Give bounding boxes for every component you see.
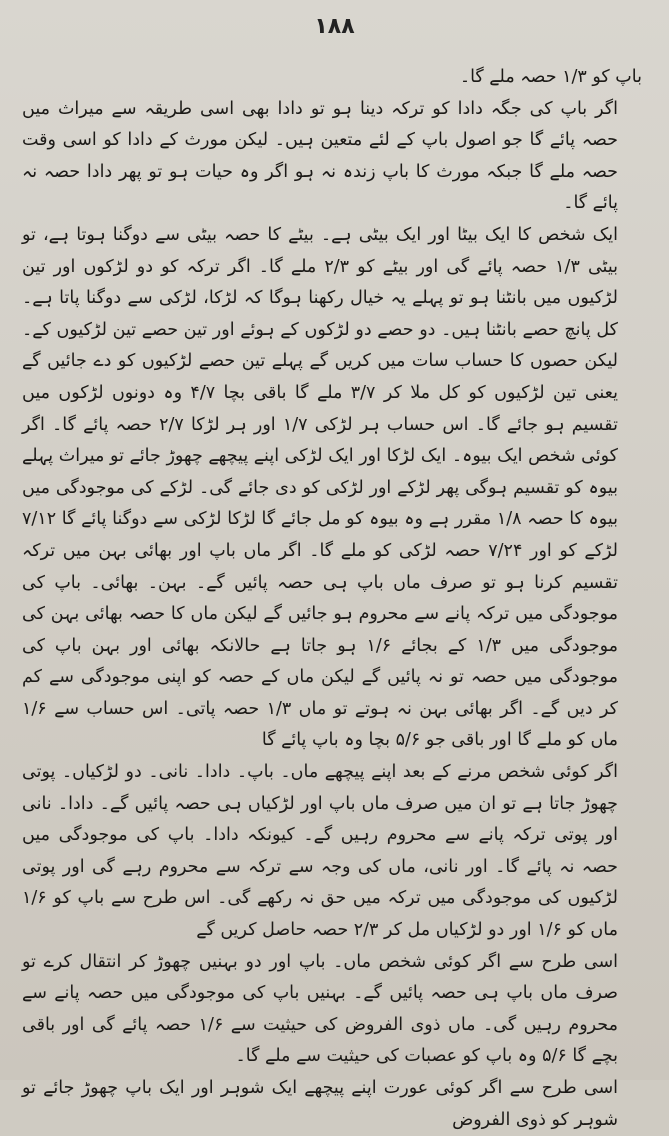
paragraph: اگر باپ کی جگہ دادا کو ترکہ دینا ہو تو دادا بھی اسی طریقہ سے میراث میں حصہ پائے گا جو اصول باپ کے لئے متعین ہیں۔ لیکن مورث کے دادا کو اسی وقت حصہ ملے گا جبکہ مورث کا باپ زندہ نہ ہو اگر وہ حیات ہو تو پھر دادا حصہ نہ پائے گا۔ [22,98,618,214]
paragraph: اسی طرح سے اگر کوئی عورت اپنے پیچھے ایک شوہر اور ایک باپ چھوڑ جائے تو شوہر کو ذوی الفروض [22,1078,618,1130]
body-text [22,62,642,1136]
paragraph: باپ کو ۱/۳ حصہ ملے گا۔ [459,67,642,87]
paragraph: اسی طرح سے اگر کوئی شخص ماں۔ باپ اور دو بہنیں چھوڑ کر انتقال کرے تو صرف ماں باپ ہی حصہ پائیں گے۔ بہنیں باپ کی موجودگی میں حصہ پانے سے محروم رہیں گی۔ ماں ذوی الفروض کی حیثیت سے ۱/۶ حصہ پائے گی اور باقی بچے گا ۵/۶ وہ باپ کو عصبات کی حیثیت سے ملے گا۔ [22,951,618,1067]
paragraph: اگر کوئی شخص مرنے کے بعد اپنے پیچھے ماں۔ باپ۔ دادا۔ نانی۔ دو لڑکیاں۔ پوتی چھوڑ جاتا ہے تو ان میں صرف ماں باپ اور لڑکیاں ہی حصہ پائیں گے۔ دادا۔ نانی اور پوتی ترکہ پانے سے محروم رہیں گے۔ کیونکہ دادا۔ باپ کی موجودگی میں حصہ نہ پائے گا۔ اور نانی، ماں کی وجہ سے ترکہ سے محروم رہے گی اور پوتی لڑکیوں کی موجودگی میں ترکہ میں حق نہ رکھے گی۔ اس طرح سے باپ کو ۱/۶ ماں کو ۱/۶ اور دو لڑکیاں مل کر ۲/۳ حصہ حاصل کریں گے [22,762,618,941]
page-number: ۱۸۸ [314,14,355,39]
paragraph: ایک شخص کا ایک بیٹا اور ایک بیٹی ہے۔ بیٹے کا حصہ بیٹی سے دوگنا ہوتا ہے، تو بیٹی ۱/۳ حصہ پائے گی اور بیٹے کو ۲/۳ ملے گا۔ اگر ترکہ کو دو لڑکوں اور تین لڑکیوں میں بانٹنا ہو تو پہلے یہ خیال رکھنا ہوگا کہ لڑکا، لڑکی سے دوگنا پاتا ہے۔ کل پانچ حصے بانٹنا ہیں۔ دو حصے دو لڑکوں کے ہوئے اور تین حصے تین لڑکیوں کے۔ لیکن حصوں کا حساب سات میں کریں گے پہلے تین حصے لڑکیوں کو دے جائیں گے یعنی تین لڑکیوں کو کل ملا کر ۳/۷ ملے گا باقی بچا ۴/۷ وہ دونوں لڑکوں میں تقسیم ہو جائے گا۔ اس حساب ہر لڑکی ۱/۷ اور ہر لڑکا ۲/۷ حصہ پائے گا۔ اگر کوئی شخص ایک بیوہ۔ ایک لڑکا اور ایک لڑکی اپنے پیچھے چھوڑ جائے تو میراث پہلے بیوہ کو تقسیم ہوگی پھر لڑکے اور لڑکی کو دی جائے گی۔ لڑکے کی موجودگی میں بیوہ کا حصہ ۱/۸ مقرر ہے وہ بیوہ کو مل جائے گا لڑکا لڑکی سے دوگنا پائے گا ۷/۱۲ لڑکے کو اور ۷/۲۴ حصہ لڑکی کو ملے گا۔ اگر ماں باپ اور بھائی بہن میں ترکہ تقسیم کرنا ہو تو صرف ماں باپ ہی حصہ پائیں گے۔ بہن۔ بھائی۔ باپ کی موجودگی میں ترکہ پانے سے محروم ہو جائیں گے لیکن ماں کا حصہ بھائی بہن کی موجودگی میں ۱/۳ کے بجائے ۱/۶ ہو جاتا ہے حالانکہ بھائی اور بہن باپ کی موجودگی میں حصہ تو نہ پائیں گے لیکن ماں کے حصہ کو اپنی موجودگی سے کم کر دیں گے۔ اگر بھائی بہن نہ ہوتے تو ماں ۱/۳ حصہ پاتی۔ اس حساب سے ۱/۶ ماں کو ملے گا اور باقی جو ۵/۶ بچا وہ باپ پائے گا [22,224,619,751]
